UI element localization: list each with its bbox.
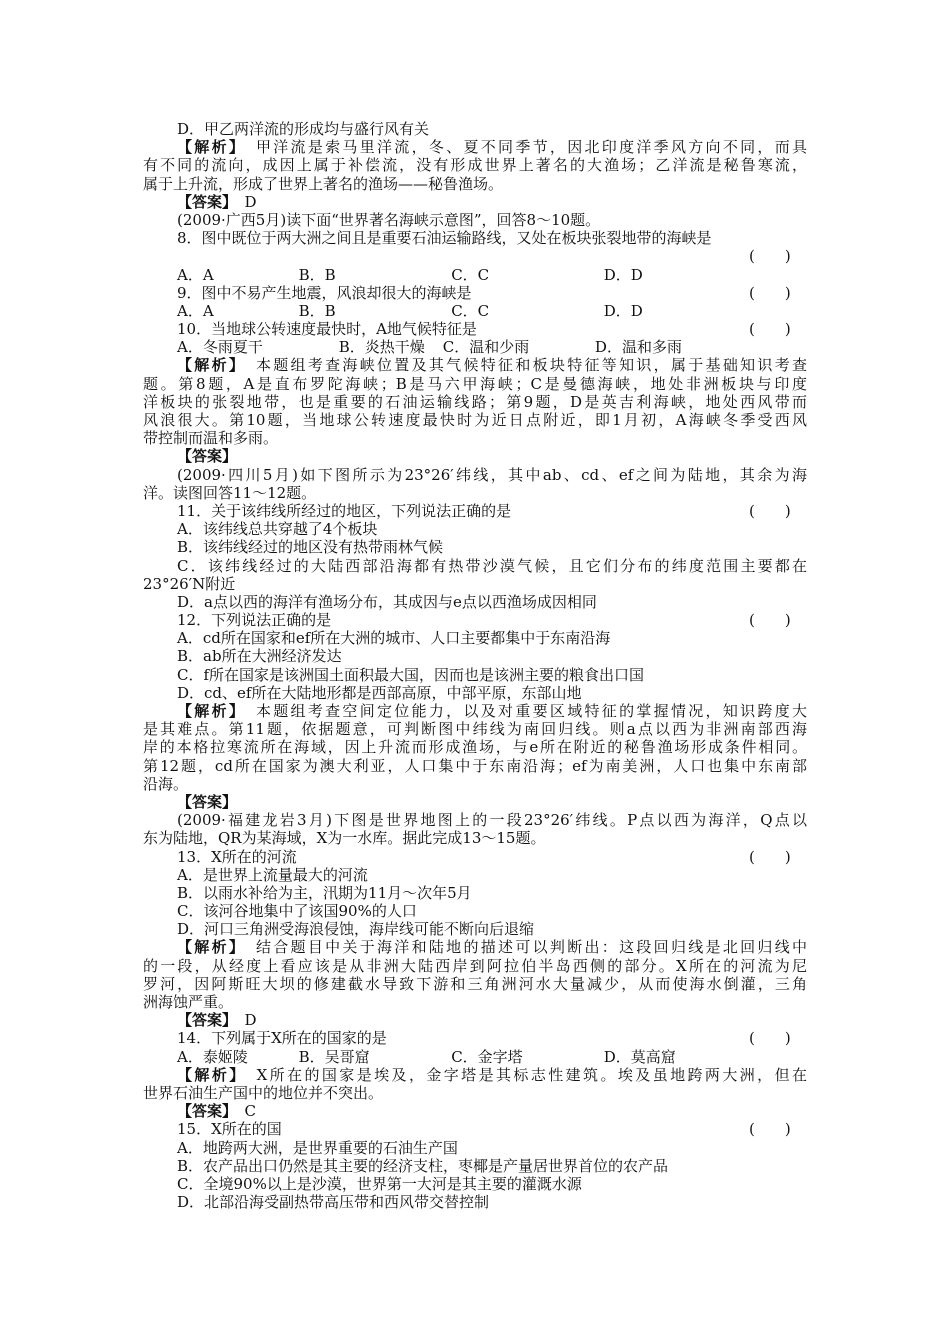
line-text: 洋。读图回答11～12题。	[143, 483, 317, 502]
text-line	[143, 993, 807, 1011]
text-line	[143, 193, 807, 211]
answer-option: B．炎热干燥	[338, 338, 425, 357]
text-line	[143, 375, 807, 393]
text-line	[143, 320, 807, 338]
text-line	[143, 757, 807, 775]
answer-option: A．冬雨夏干	[177, 338, 263, 357]
line-text: 东为陆地，QR为某海域，X为一水库。据此完成13～15题。	[143, 829, 546, 848]
line-text: 是其难点。第11题，依据题意，可判断图中纬线为南回归线。则a点以西为非洲南部西海	[143, 720, 807, 739]
line-text: 洋板块的张裂地带，也是重要的石油运输线路；第9题，D是英吉利海峡，地处西风带而	[143, 392, 807, 411]
text-line	[143, 957, 807, 975]
section-tag: 【解析】	[177, 356, 239, 375]
answer-blank: ( )	[749, 320, 791, 339]
line-text: B．农产品出口仍然是其主要的经济支柱，枣椰是产量居世界首位的农产品	[177, 1156, 669, 1175]
section-tag: 【解析】	[177, 938, 239, 957]
text-line	[143, 793, 807, 811]
line-text: B．以雨水补给为主，汛期为11月～次年5月	[177, 883, 472, 902]
answer-option: A．A	[177, 301, 214, 320]
text-line	[143, 593, 807, 611]
line-text: 题。第8题，A是直布罗陀海峡；B是马六甲海峡；C是曼德海峡，地处非洲板块与印度	[143, 374, 807, 393]
line-text: A．该纬线总共穿越了4个板块	[177, 520, 378, 539]
answer-blank: ( )	[749, 1120, 791, 1139]
section-tag: 【答案】	[177, 192, 230, 211]
text-line	[143, 866, 807, 884]
line-text: 洲海蚀严重。	[143, 993, 234, 1011]
line-text: 9．图中不易产生地震，风浪却很大的海峡是	[177, 283, 472, 302]
text-line	[143, 484, 807, 502]
line-text: 属于上升流，形成了世界上著名的渔场——秘鲁渔场。	[143, 174, 504, 193]
section-tag: 【解析】	[177, 138, 239, 157]
section-tag: 【解析】	[177, 702, 239, 720]
section-tag: 【答案】	[177, 1102, 230, 1121]
line-text: X所在的国家是埃及，金字塔是其标志性建筑。埃及虽地跨两大洲，但在	[239, 1065, 807, 1084]
section-tag: 【答案】	[177, 1011, 230, 1030]
text-line	[143, 1102, 807, 1120]
answer-option: D．温和多雨	[594, 338, 682, 357]
line-text: D．甲乙两洋流的形成均与盛行风有关	[177, 120, 430, 138]
line-text: 本题组考查海峡位置及其气候特征和板块特征等知识，属于基础知识考查	[238, 356, 807, 375]
line-text: 带控制而温和多雨。	[143, 429, 279, 448]
text-line	[143, 211, 807, 229]
line-text: C．该纬线经过的大陆西部沿海都有热带沙漠气候，且它们分布的纬度范围主要都在	[177, 556, 807, 575]
line-text: 罗河，因阿斯旺大坝的修建截水导致下游和三角洲河水大量减少，从而使海水倒灌，三角	[143, 974, 807, 993]
line-text: D．cd、ef所在大陆地形都是西部高原，中部平原，东部山地	[177, 683, 582, 702]
text-line	[143, 1193, 807, 1211]
text-line	[143, 611, 807, 629]
text-line	[143, 702, 807, 720]
line-text: 8．图中既位于两大洲之间且是重要石油运输路线，又处在板块张裂地带的海峡是	[177, 229, 712, 248]
answer-option: D．D	[603, 265, 643, 284]
text-line	[143, 1157, 807, 1175]
line-text: B．ab所在大洲经济发达	[177, 647, 342, 666]
text-line	[143, 138, 807, 156]
line-text: B．该纬线经过的地区没有热带雨林气候	[177, 538, 444, 557]
text-line	[143, 411, 807, 429]
line-text: (2009·广西5月)读下面“世界著名海峡示意图”，回答8～10题。	[177, 210, 601, 229]
text-line	[143, 393, 807, 411]
line-text: D．河口三角洲受海浪侵蚀，海岸线可能不断向后退缩	[177, 920, 535, 939]
line-text: 结合题目中关于海洋和陆地的描述可以判断出：这段回归线是北回归线中	[238, 938, 807, 957]
text-line	[143, 720, 807, 738]
line-text: 11．关于该纬线所经过的地区，下列说法正确的是	[177, 501, 512, 520]
line-text: 的一段，从经度上看应该是从非洲大陆西岸到阿拉伯半岛西侧的部分。X所在的河流为尼	[143, 956, 807, 975]
text-line	[143, 1175, 807, 1193]
text-line	[143, 266, 749, 284]
document-page	[143, 120, 807, 1211]
text-line	[143, 520, 807, 538]
line-text: D．a点以西的海洋有渔场分布，其成因与e点以西渔场成因相同	[177, 592, 597, 611]
text-line	[143, 666, 807, 684]
text-line	[143, 538, 807, 556]
text-line	[143, 975, 807, 993]
line-text: C．f所在国家是该洲国土面积最大国，因而也是该洲主要的粮食出口国	[177, 665, 645, 684]
answer-blank: ( )	[749, 1029, 791, 1048]
text-line	[143, 447, 807, 465]
answer-option: B．B	[298, 265, 336, 284]
text-line	[143, 284, 807, 302]
text-line	[143, 120, 807, 138]
text-line	[143, 557, 807, 575]
text-line	[143, 1139, 807, 1157]
line-text: 12．下列说法正确的是	[177, 611, 332, 630]
line-text: 14．下列属于X所在的国家的是	[177, 1029, 387, 1048]
answer-option: C．C	[451, 265, 490, 284]
line-text: 第12题，cd所在国家为澳大利亚，人口集中于东南沿海；ef为南美洲，人口也集中东南部	[143, 756, 807, 775]
answer-option: B．B	[298, 301, 336, 320]
answer-option: C．温和少雨	[442, 338, 530, 357]
answer-blank: ( )	[749, 611, 791, 630]
answer-option: B．吴哥窟	[298, 1047, 370, 1066]
text-line	[143, 884, 807, 902]
answer-blank: ( )	[749, 501, 791, 520]
text-line	[143, 575, 807, 593]
section-tag: 【解析】	[177, 1065, 240, 1084]
line-text: (2009·四川5月)如下图所示为23°26′纬线，其中ab、cd、ef之间为陆地，其余为海	[177, 465, 807, 484]
line-text: 有不同的流向，成因上属于补偿流，没有形成世界上著名的大渔场；乙洋流是秘鲁寒流，	[143, 156, 807, 175]
text-line	[143, 356, 807, 374]
text-line	[143, 502, 807, 520]
line-text: D	[229, 192, 257, 211]
text-line	[143, 1084, 807, 1102]
line-text: C．该河谷地集中了该国90%的人口	[177, 902, 417, 921]
line-text: 甲洋流是索马里洋流，冬、夏不同季节，因北印度洋季风方向不同，而具	[238, 138, 807, 157]
text-line	[143, 466, 807, 484]
text-line	[143, 829, 807, 847]
line-text: 风浪很大。第10题，当地球公转速度最快时为近日点附近，即1月初，A海峡冬季受西风	[143, 411, 807, 429]
line-text: 23°26′N附近	[143, 574, 236, 593]
line-text: A．是世界上流量最大的河流	[177, 865, 368, 884]
text-line	[143, 156, 807, 174]
text-line	[143, 629, 807, 647]
text-line	[143, 684, 807, 702]
line-text: 10．当地球公转速度最快时，A地气候特征是	[177, 320, 477, 339]
line-text: A．cd所在国家和ef所在大洲的城市、人口主要都集中于东南沿海	[177, 629, 611, 648]
text-line	[143, 738, 807, 756]
text-line	[143, 429, 807, 447]
answer-option: D．D	[603, 301, 643, 320]
text-line	[143, 1011, 807, 1029]
text-line	[143, 175, 807, 193]
text-line	[143, 1029, 807, 1047]
answer-blank: ( )	[749, 283, 791, 302]
text-line	[143, 338, 749, 356]
answer-option: C．金字塔	[451, 1047, 523, 1066]
text-line	[143, 811, 807, 829]
line-text: D	[229, 1011, 257, 1030]
section-tag: 【答案】	[177, 447, 238, 466]
text-line	[143, 229, 807, 247]
answer-option: C．C	[451, 301, 490, 320]
section-tag: 【答案】	[177, 792, 238, 811]
text-line	[143, 1048, 749, 1066]
text-line	[143, 938, 807, 956]
text-line	[143, 848, 807, 866]
line-text: 世界石油生产国中的地位并不突出。	[143, 1083, 384, 1102]
line-text: 本题组考查空间定位能力，以及对重要区域特征的掌握情况，知识跨度大	[238, 702, 807, 720]
text-line	[143, 902, 807, 920]
answer-blank: ( )	[749, 247, 791, 266]
text-line	[143, 1066, 807, 1084]
line-text: 13．X所在的河流	[177, 847, 297, 866]
text-line	[143, 647, 807, 665]
line-text: (2009·福建龙岩3月)下图是世界地图上的一段23°26′纬线。P点以西为海洋，Q点以	[177, 811, 807, 830]
line-text: D．北部沿海受副热带高压带和西风带交替控制	[177, 1193, 490, 1212]
line-text: 沿海。	[143, 774, 189, 793]
line-text: 岸的本格拉寒流所在海域，因上升流而形成渔场，与e所在附近的秘鲁渔场形成条件相同。	[143, 738, 807, 757]
line-text: 15．X所在的国	[177, 1120, 282, 1139]
answer-option: A．A	[177, 265, 214, 284]
answer-option: D．莫高窟	[603, 1047, 676, 1066]
line-text: C	[229, 1102, 256, 1121]
line-text: A．地跨两大洲，是世界重要的石油生产国	[177, 1138, 458, 1157]
text-line	[143, 920, 807, 938]
text-line	[143, 775, 807, 793]
answer-option: A．泰姬陵	[177, 1047, 248, 1066]
text-line	[143, 302, 749, 320]
text-line	[143, 1120, 807, 1138]
line-text: C．全境90%以上是沙漠，世界第一大河是其主要的灌溉水源	[177, 1174, 582, 1193]
answer-blank: ( )	[749, 847, 791, 866]
text-line	[143, 247, 807, 265]
